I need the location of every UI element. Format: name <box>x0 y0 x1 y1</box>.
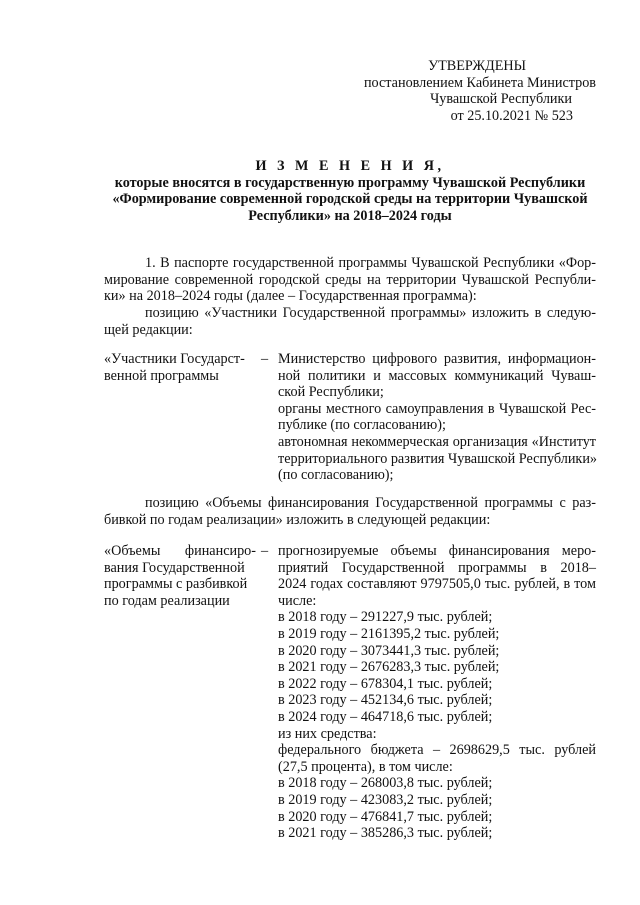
funding-line: из них средства: <box>278 725 377 742</box>
funding-line: в 2021 году – 2676283,3 тыс. рублей; <box>278 659 500 676</box>
funding-label <box>104 543 256 609</box>
funding-line: в 2020 году – 476841,7 тыс. рублей; <box>278 808 493 825</box>
funding-line: в 2020 году – 3073441,3 тыс. рублей; <box>278 642 500 659</box>
approved-date-number: от 25.10.2021 № 523 <box>450 107 573 124</box>
label-line: «Участники Государст- <box>104 351 245 367</box>
funding-line: федерального бюджета – 2698629,5 тыс. рублей <box>278 742 596 759</box>
funding-line: в 2018 году – 268003,8 тыс. рублей; <box>278 775 493 792</box>
paragraph-line: бивкой по годам реализации» изложить в следующей редакции: <box>104 511 491 528</box>
approval-stamp <box>0 58 596 124</box>
funding-line: в 2023 году – 452134,6 тыс. рублей; <box>278 692 493 709</box>
participant-line: Министерство цифрового развития, информацион- <box>278 351 596 367</box>
paragraph-line: позицию «Объемы финансирования Государственной программы с раз- <box>145 495 596 511</box>
participant-line: (по согласованию); <box>278 467 394 484</box>
label-line: по годам реализации <box>104 592 230 609</box>
document-title <box>105 158 595 224</box>
funding-line: в 2021 году – 385286,3 тыс. рублей; <box>278 825 493 842</box>
funding-line: в 2019 году – 423083,2 тыс. рублей; <box>278 791 493 808</box>
title-line-3: Республики» на 2018–2024 годы <box>248 207 452 224</box>
funding-line: в 2018 году – 291227,9 тыс. рублей; <box>278 609 493 626</box>
approved-heading: УТВЕРЖДЕНЫ <box>428 58 526 74</box>
title-line-1: которые вносятся в государственную программу Чувашской Республики <box>114 174 586 191</box>
paragraph-line: мирование современной городской среды на территории Чувашской Республи- <box>104 271 596 288</box>
funding-line: приятий Государственной программы в 2018– <box>278 559 596 576</box>
participant-line: территориального развития Чувашской Республики» <box>278 450 598 467</box>
dash-separator: – <box>261 543 269 559</box>
approved-by-line: постановлением Кабинета Министров <box>363 74 596 91</box>
paragraph-line: щей редакции: <box>104 321 193 338</box>
dash-separator: – <box>261 351 269 367</box>
funding-list <box>278 543 596 842</box>
title-line-2: «Формирование современной городской среды на территории Чувашской <box>112 191 588 208</box>
paragraph-line: ки» на 2018–2024 годы (далее – Государственная программа): <box>104 288 477 305</box>
paragraph-1 <box>104 255 596 305</box>
paragraph-2 <box>104 305 596 338</box>
participant-line: ной политики и массовых коммуникаций Чуваш- <box>278 367 596 384</box>
label-line: венной программы <box>104 367 219 384</box>
participant-line: ской Республики; <box>278 384 384 401</box>
title-heading: И З М Е Н Е Н И Я, <box>255 158 445 174</box>
funding-line: (27,5 процента), в том числе: <box>278 758 453 775</box>
label-line: программы с разбивкой <box>104 576 248 593</box>
participants-label <box>104 351 256 384</box>
funding-line: в 2019 году – 2161395,2 тыс. рублей; <box>278 625 500 642</box>
participant-line: автономная некоммерческая организация «Институт <box>278 433 596 450</box>
funding-line: прогнозируемые объемы финансирования меро- <box>278 543 596 559</box>
funding-line: 2024 годах составляют 9797505,0 тыс. рублей, в том <box>278 576 596 593</box>
paragraph-3 <box>104 495 596 528</box>
participant-line: публике (по согласованию); <box>278 417 446 434</box>
paragraph-line: позицию «Участники Государственной программы» изложить в следую- <box>145 305 596 321</box>
funding-line: числе: <box>278 592 317 609</box>
label-line: вания Государственной <box>104 559 245 576</box>
participant-line: органы местного самоуправления в Чувашской Рес- <box>278 400 596 417</box>
funding-line: в 2024 году – 464718,6 тыс. рублей; <box>278 708 493 725</box>
participants-list <box>278 351 596 484</box>
paragraph-line: 1. В паспорте государственной программы Чувашской Республики «Фор- <box>145 255 596 271</box>
funding-line: в 2022 году – 678304,1 тыс. рублей; <box>278 675 493 692</box>
approved-republic-line: Чувашской Республики <box>430 91 572 108</box>
label-line: «Объемы финансиро- <box>104 543 256 559</box>
